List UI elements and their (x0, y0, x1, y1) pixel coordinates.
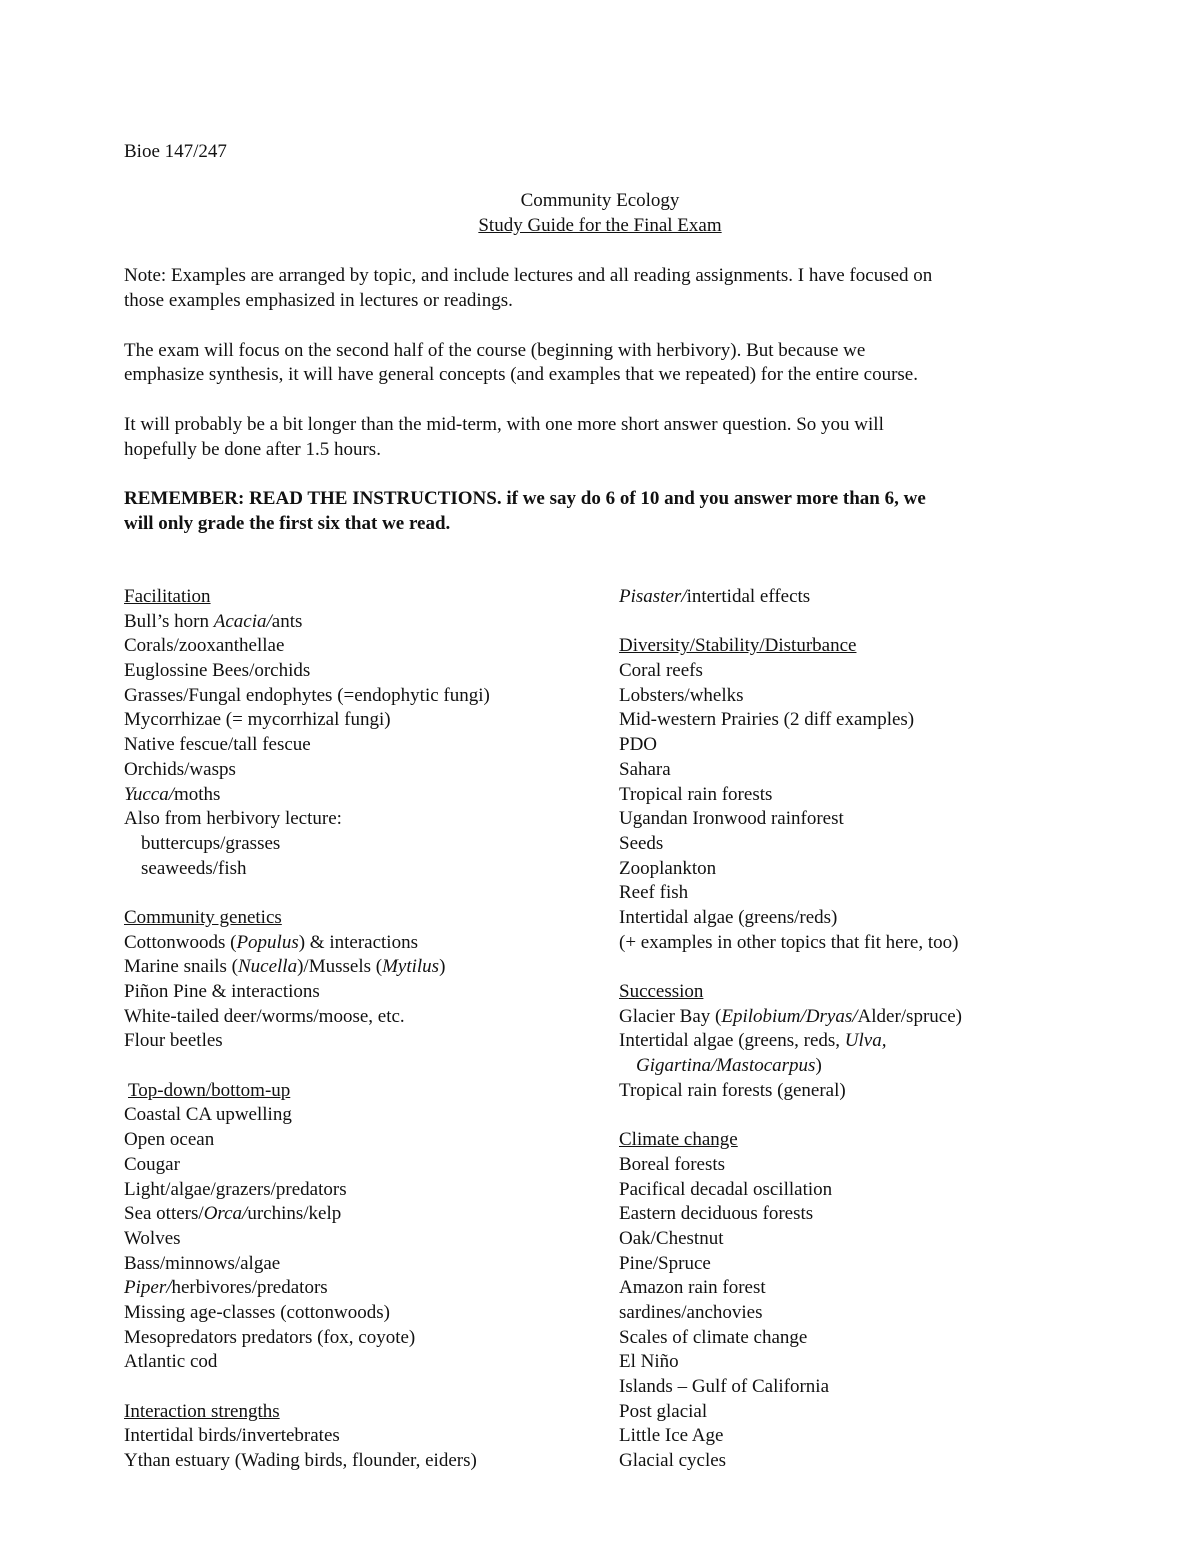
succession-heading: Succession (619, 981, 704, 1002)
item-italic: Ulva, (844, 1030, 887, 1052)
item-text: ) (815, 1055, 822, 1077)
subtitle-wrap (0, 214, 1200, 238)
list-item: Bass/minnows/algae (124, 1252, 281, 1274)
item-text: intertidal effects (686, 586, 811, 607)
note-line-2: those examples emphasized in lectures or readings. (124, 290, 513, 311)
list-item: Intertidal algae (greens/reds) (619, 906, 838, 928)
item-italic: Orca/ (203, 1203, 248, 1225)
list-item: Eastern deciduous forests (619, 1203, 814, 1225)
item-text: Intertidal algae (greens, reds, (619, 1030, 845, 1052)
item-text: moths (173, 783, 221, 805)
list-item: Corals/zooxanthellae (124, 635, 285, 657)
item-text: Sea otters/ (124, 1203, 204, 1225)
list-item: Coastal CA upwelling (124, 1104, 292, 1126)
list-item: Seeds (619, 832, 664, 854)
remember-line-1: REMEMBER: READ THE INSTRUCTIONS. if we say do 6 of 10 and you answer more than 6, we (124, 488, 926, 509)
list-item: Also from herbivory lecture: (124, 808, 342, 830)
section-heading-topdown (124, 1079, 490, 1104)
list-item: Pine/Spruce (619, 1252, 711, 1274)
list-item: (+ examples in other topics that fit here, too) (619, 931, 959, 953)
genetics-heading: Community genetics (124, 906, 282, 928)
section-heading-climate (619, 1128, 962, 1153)
list-item: Native fescue/tall fescue (124, 734, 311, 756)
item-italic: Yucca/ (124, 783, 174, 805)
list-item (124, 783, 490, 808)
list-item (619, 1029, 962, 1054)
item-text: Alder/spruce) (857, 1005, 962, 1027)
list-item: Pacifical decadal oscillation (619, 1178, 833, 1200)
list-item: Flour beetles (124, 1030, 223, 1052)
item-text: ) & interactions (298, 931, 418, 953)
list-item: PDO (619, 734, 658, 756)
facilitation-heading: Facilitation (124, 586, 211, 607)
list-item: Cougar (124, 1153, 180, 1175)
spacer (619, 610, 962, 635)
item-italic: Populus (236, 931, 299, 953)
list-item: Zooplankton (619, 857, 717, 879)
length-line-2: hopefully be done after 1.5 hours. (124, 439, 381, 460)
item-text: herbivores/predators (171, 1277, 328, 1299)
item-italic: Piper/ (124, 1277, 172, 1299)
list-item (619, 585, 962, 610)
list-item: Post glacial (619, 1400, 708, 1422)
list-item: Wolves (124, 1227, 181, 1249)
list-item: Ugandan Ironwood rainforest (619, 808, 844, 830)
list-item: Piñon Pine & interactions (124, 981, 320, 1002)
list-item: Atlantic cod (124, 1351, 218, 1373)
section-heading-genetics (124, 906, 490, 931)
item-text: )/Mussels ( (297, 956, 383, 978)
list-item: Sahara (619, 758, 671, 780)
item-text: urchins/kelp (247, 1203, 342, 1225)
left-column (124, 585, 490, 1474)
list-item: Tropical rain forests (general) (619, 1079, 846, 1101)
item-text: ants (271, 610, 303, 632)
list-item: Ythan estuary (Wading birds, flounder, eiders) (124, 1450, 477, 1472)
list-item: buttercups/grasses (141, 832, 281, 854)
list-item: Reef fish (619, 882, 689, 904)
list-item (124, 1276, 490, 1301)
document-title: Community Ecology (520, 190, 680, 211)
item-text: Marine snails ( (124, 956, 238, 978)
list-item: Grasses/Fungal endophytes (=endophytic fungi) (124, 684, 490, 706)
list-item: Mid-western Prairies (2 diff examples) (619, 709, 915, 731)
focus-line-2: emphasize synthesis, it will have general concepts (and examples that we repeated) for the entire course. (124, 364, 918, 385)
list-item: Amazon rain forest (619, 1277, 766, 1299)
list-item: Open ocean (124, 1129, 215, 1151)
list-item: Orchids/wasps (124, 758, 236, 780)
right-column (619, 585, 962, 1474)
list-item (124, 610, 490, 635)
item-italic: Acacia/ (213, 610, 272, 632)
focus-line-1: The exam will focus on the second half of the course (beginning with herbivory). But because we (124, 340, 866, 361)
list-item: Islands – Gulf of California (619, 1376, 830, 1397)
section-heading-diversity (619, 634, 962, 659)
list-item: Euglossine Bees/orchids (124, 660, 311, 682)
list-item: Light/algae/grazers/predators (124, 1178, 347, 1200)
list-item (124, 1202, 490, 1227)
list-item (124, 955, 490, 980)
spacer (124, 1054, 490, 1079)
list-item: seaweeds/fish (141, 857, 247, 879)
list-item: Boreal forests (619, 1153, 726, 1175)
document-subtitle: Study Guide for the Final Exam (478, 215, 722, 236)
climate-heading: Climate change (619, 1129, 738, 1151)
item-text: Cottonwoods ( (124, 931, 237, 953)
spacer (619, 1103, 962, 1128)
diversity-heading: Diversity/Stability/Disturbance (619, 635, 857, 657)
note-line-1: Note: Examples are arranged by topic, and include lectures and all reading assignments. I have focused on (124, 265, 933, 286)
spacer (124, 1375, 490, 1400)
item-italic: Mytilus (382, 956, 440, 978)
list-item: El Niño (619, 1351, 679, 1373)
length-line-1: It will probably be a bit longer than the mid-term, with one more short answer question. So you will (124, 414, 884, 435)
remember-line-2: will only grade the first six that we read. (124, 513, 451, 534)
topdown-heading: Top-down/bottom-up (128, 1079, 291, 1101)
list-item: Little Ice Age (619, 1425, 724, 1447)
item-text: Glacier Bay ( (619, 1005, 722, 1027)
list-item: Glacial cycles (619, 1450, 727, 1472)
list-item: Scales of climate change (619, 1326, 808, 1348)
list-item: Mycorrhizae (= mycorrhizal fungi) (124, 709, 391, 731)
spacer (124, 881, 490, 906)
item-italic: Epilobium/Dryas/ (721, 1005, 858, 1027)
list-item: Lobsters/whelks (619, 684, 744, 706)
item-italic: Nucella (237, 956, 298, 978)
item-italic: Gigartina/Mastocarpus (636, 1055, 816, 1077)
list-item: White-tailed deer/worms/moose, etc. (124, 1005, 405, 1027)
item-text: Bull’s horn (124, 610, 214, 632)
section-heading-facilitation (124, 585, 490, 610)
section-heading-interaction (124, 1400, 490, 1425)
list-item: Coral reefs (619, 660, 703, 682)
list-item (619, 1005, 962, 1030)
list-item: Mesopredators predators (fox, coyote) (124, 1326, 416, 1348)
interaction-heading: Interaction strengths (124, 1400, 280, 1422)
item-italic: Pisaster/ (619, 586, 687, 607)
spacer (619, 955, 962, 980)
course-code: Bioe 147/247 (124, 141, 227, 162)
list-item: sardines/anchovies (619, 1301, 763, 1323)
list-item (619, 1054, 962, 1079)
section-heading-succession (619, 980, 962, 1005)
list-item: Missing age-classes (cottonwoods) (124, 1301, 390, 1323)
list-item: Intertidal birds/invertebrates (124, 1425, 340, 1447)
item-text: ) (439, 956, 446, 978)
list-item: Oak/Chestnut (619, 1227, 724, 1249)
list-item: Tropical rain forests (619, 783, 773, 805)
list-item (124, 931, 490, 956)
